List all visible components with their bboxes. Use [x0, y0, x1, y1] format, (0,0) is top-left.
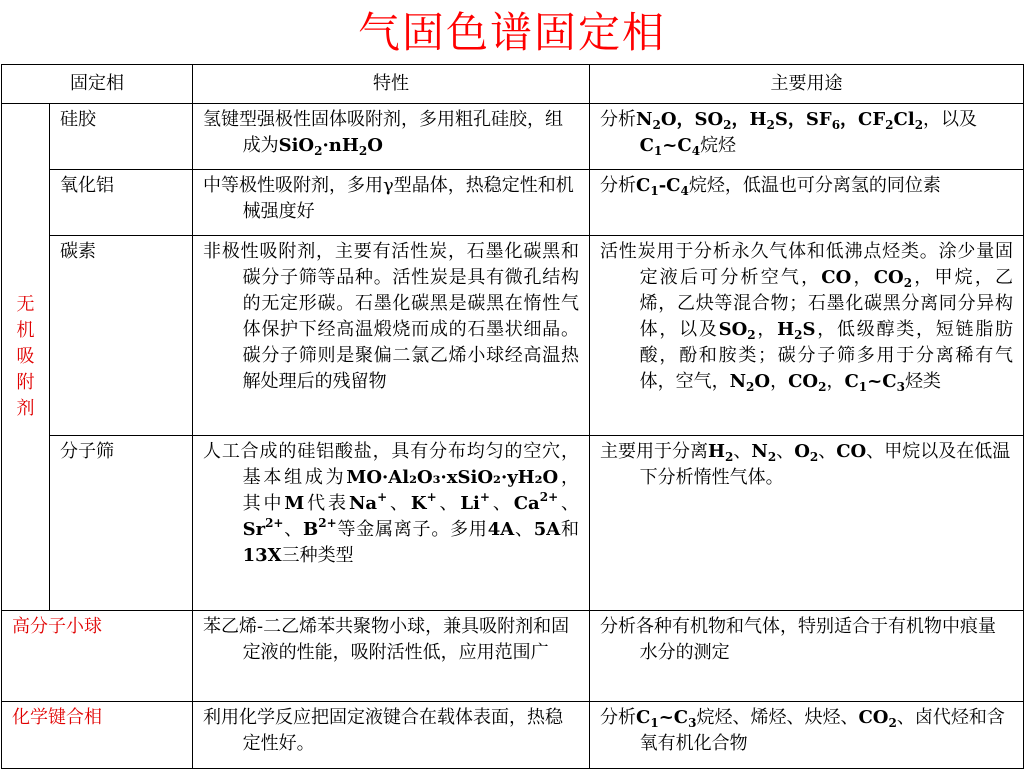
- category-char: 吸: [16, 346, 35, 367]
- category-polymer-beads: 高分子小球: [2, 611, 193, 702]
- uses-carbon: 活性炭用于分析永久气体和低沸点烃类。涂少量固定液后可分析空气，CO，$CO_2$，甲烷，乙烯，乙炔等混合物；石墨化碳黑分离同分异构体，以及$SO_2$，$H_2S$，低级醇类，短链脂肪酸，酚和胺类；碳分子筛多用于分离稀有气体，空气，$N_2O$，$CO_2$，$C_1\sim C_3$烃类: [590, 236, 1024, 436]
- table-row: [2, 702, 1024, 769]
- table-row: [2, 170, 1024, 236]
- props-molecular-sieve: 人工合成的硅铝酸盐，具有分布均匀的空穴，基本组成为MO·Al₂O₃·xSiO₂·yH₂O，其中M代表Na+、K+、Li+、$Ca^{2+}$、$Sr^{2+}$、$B^{2+}$等金属离子。多用4A、5A和13X三种类型: [193, 436, 590, 611]
- category-char: 无: [16, 294, 35, 315]
- phase-name-molecular-sieve: 分子筛: [50, 436, 193, 611]
- props-polymer-beads: 苯乙烯-二乙烯苯共聚物小球，兼具吸附剂和固定液的性能，吸附活性低，应用范围广: [193, 611, 590, 702]
- header-stationary-phase: 固定相: [2, 65, 193, 104]
- category-inorganic-adsorbent: [2, 104, 50, 611]
- table-row: [2, 104, 1024, 170]
- uses-molecular-sieve: 主要用于分离$H_2$、$N_2$、$O_2$、CO、甲烷以及在低温下分析惰性气体。: [590, 436, 1024, 611]
- uses-polymer-beads: 分析各种有机物和气体，特别适合于有机物中痕量水分的测定: [590, 611, 1024, 702]
- uses-bonded-phase: 分析$C_1\sim C_3$烷烃、烯烃、炔烃、$CO_2$、卤代烃和含氧有机化合物: [590, 702, 1024, 769]
- table-row: [2, 436, 1024, 611]
- category-bonded-phase: 化学键合相: [2, 702, 193, 769]
- header-properties: 特性: [193, 65, 590, 104]
- props-bonded-phase: 利用化学反应把固定液键合在载体表面，热稳定性好。: [193, 702, 590, 769]
- props-silica: 氢键型强极性固体吸附剂，多用粗孔硅胶，组成为$SiO_2\cdot nH_2O$: [193, 104, 590, 170]
- page-title: 气固色谱固定相: [357, 8, 666, 57]
- stationary-phase-table: [1, 64, 1024, 769]
- table-header-row: [2, 65, 1024, 104]
- table-row: [2, 611, 1024, 702]
- phase-name-alumina: 氧化铝: [50, 170, 193, 236]
- phase-name-carbon: 碳素: [50, 236, 193, 436]
- props-alumina: 中等极性吸附剂，多用γ型晶体，热稳定性和机械强度好: [193, 170, 590, 236]
- category-char: 剂: [16, 398, 35, 419]
- header-main-uses: 主要用途: [590, 65, 1024, 104]
- uses-alumina: 分析$C_1-C_4$烷烃，低温也可分离氢的同位素: [590, 170, 1024, 236]
- category-char: 机: [16, 320, 35, 341]
- props-carbon: 非极性吸附剂，主要有活性炭，石墨化碳黑和碳分子筛等品种。活性炭是具有微孔结构的无定形碳。石墨化碳黑是碳黑在惰性气体保护下经高温煅烧而成的石墨状细晶。碳分子筛则是聚偏二氯乙烯小球经高温热解处理后的残留物: [193, 236, 590, 436]
- phase-name-silica: 硅胶: [50, 104, 193, 170]
- table-row: [2, 236, 1024, 436]
- category-char: 附: [16, 372, 35, 393]
- uses-silica: 分析$N_2O$，$SO_2$，$H_2S$，$SF_6$，$CF_2Cl_2$，以及$C_1\sim C_4$烷烃: [590, 104, 1024, 170]
